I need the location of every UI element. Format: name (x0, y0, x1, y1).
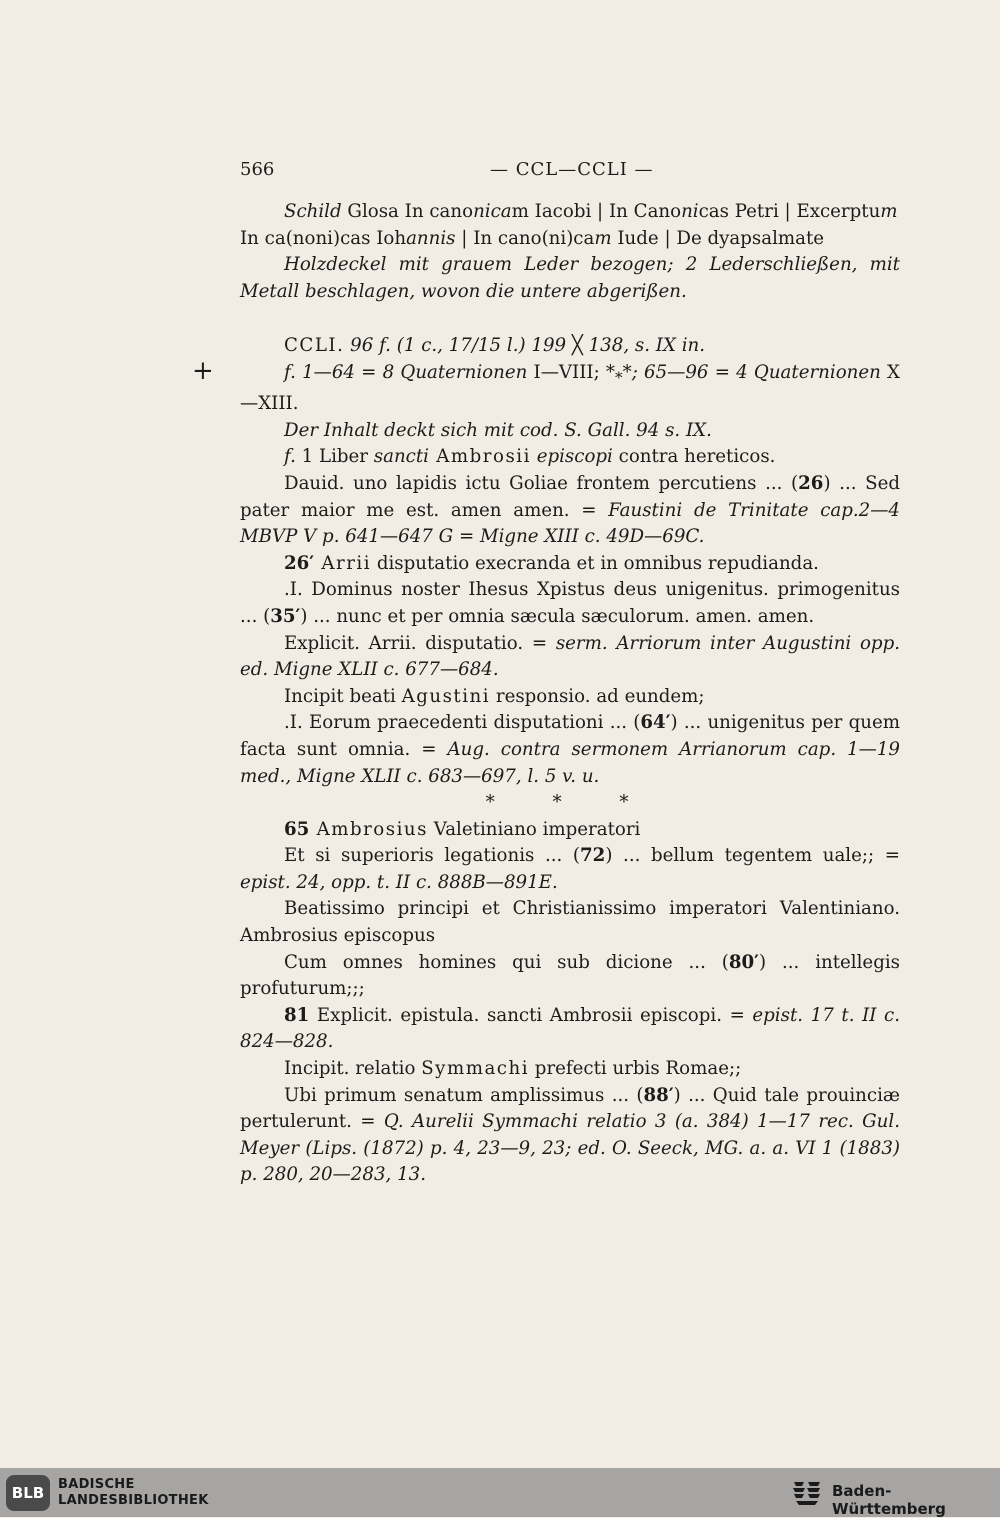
dauid-entry: Dauid. uno lapidis ictu Goliae frontem percutiens ... (26) ... Sed pater maior me est. amen amen. = Faustini de Trinitate cap.2—4 MBVP V p. 641—647 G = Migne XIII c. 49D—69C. (240, 472, 900, 548)
page-header (240, 155, 900, 185)
cum-omnes-entry: Cum omnes homines qui sub dicione ... (80′) ... intellegis profuturum;;; (240, 951, 900, 1000)
margin-mark: + (192, 356, 214, 386)
blb-logo[interactable]: BLB (6, 1475, 50, 1511)
library-name[interactable]: BADISCHE LANDESBIBLIOTHEK (58, 1477, 209, 1508)
f1-title: f. 1 Liber sancti Ambrosii episcopi contra hereticos. (284, 446, 776, 468)
dominus-entry: .I. Dominus noster Ihesus Xpistus deus unigenitus. primogenitus ... (35′) ... nunc et per omnia sæcula sæculorum. amen. amen. (240, 579, 900, 627)
quire-description: f. 1—64 = 8 Quaternionen I—VIII; $*_**$; 65—96 = 4 Quaternionen X—XIII. (240, 361, 900, 415)
ccl-binding: Holzdeckel mit grauem Leder bezogen; 2 Lederschließen, mit Metall beschlagen, wovon die untere abgerißen. (240, 254, 900, 302)
text-body (240, 199, 900, 1189)
state-name[interactable]: Baden-Württemberg (832, 1482, 946, 1518)
running-title: — CCL—CCLI — (490, 159, 654, 180)
section-divider: * * * (485, 792, 655, 814)
explicit-arrii: Explicit. Arrii. disputatio. = serm. Arriorum inter Augustini opp. ed. Migne XLII c. 677—684. (240, 632, 900, 681)
beatissimo-entry: Beatissimo principi et Christianissimo imperatori Valentiniano. Ambrosius episcopus (240, 898, 900, 947)
etsi-entry: Et si superioris legationis ... (72) ... bellum tegentem uale;; = epist. 24, opp. t. II c. 888B—891E. (240, 845, 900, 893)
contents-note: Der Inhalt deckt sich mit cod. S. Gall. 94 s. IX. (284, 419, 712, 441)
ccl-contents: Schild Glosa In canonicam Iacobi | In Canonicas Petri | Excerptum In ca(noni)cas Iohannis | In cano(ni)cam Iude | De dyapsalmate (240, 201, 898, 249)
incipit-symmachi: Incipit. relatio Symmachi prefecti urbis Romae;; (284, 1058, 742, 1080)
ccli-heading: CCLI. 96 f. (1 c., 17/15 l.) 199 ╳ 138, s. IX in. (284, 335, 706, 357)
incipit-augustini: Incipit beati Agustini responsio. ad eundem; (284, 685, 705, 707)
eorum-entry: .I. Eorum praecedenti disputationi ... (64′) ... unigenitus per quem facta sunt omnia. = Aug. contra sermonem Arrianorum cap. 1—19 med., Migne XLII c. 683—697, l. 5 v. u. (240, 712, 900, 787)
arrii-title: 26′ Arrii disputatio execranda et in omnibus repudianda. (284, 552, 819, 574)
coat-of-arms-icon (790, 1478, 824, 1508)
ambrosius-title: 65 Ambrosius Valetiniano imperatori (284, 818, 641, 840)
footer-bar (0, 1468, 1000, 1517)
page-number: 566 (240, 159, 275, 180)
explicit-epistula: 81 Explicit. epistula. sancti Ambrosii episcopi. = epist. 17 t. II c. 824—828. (240, 1004, 900, 1053)
ubi-primum-entry: Ubi primum senatum amplissimus ... (88′) ... Quid tale prouinciæ pertulerunt. = Q. Aurelii Symmachi relatio 3 (a. 384) 1—17 rec. Gul. Meyer (Lips. (1872) p. 4, 23—9, 23; ed. O. Seeck, MG. a. a. VI 1 (1883) p. 280, 20—283, 13. (240, 1084, 900, 1186)
